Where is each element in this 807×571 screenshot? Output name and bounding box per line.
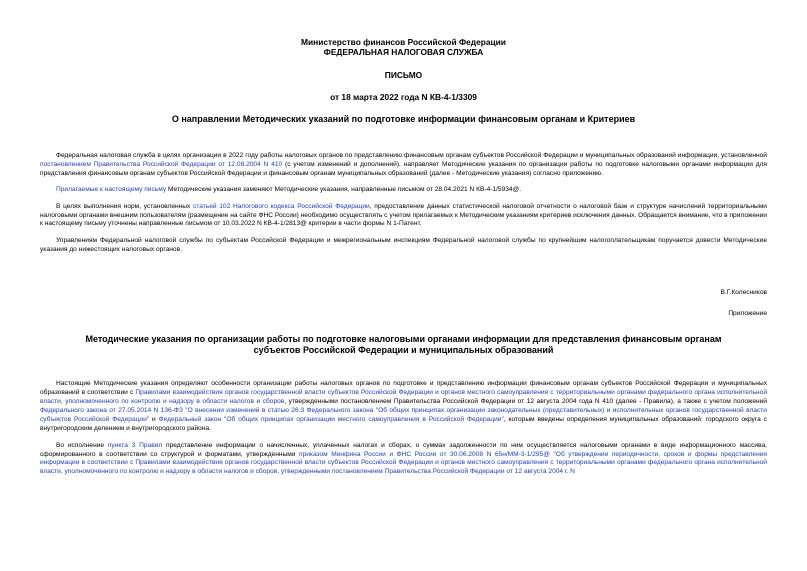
link-resolution-410[interactable]: постановлением Правительства Российской Федерации от 12.08.2004 N 410 bbox=[40, 160, 283, 168]
text-fragment: , утвержденными постановлением Правительства Российской Федерации от 12 августа 2004 года N 410 (далее - Правила), а также с учетом положений bbox=[284, 397, 767, 405]
text-fragment: Настоящие Методические указания определяют особенности организации работы налоговых органов по подготовке и представлению информации финансовым органам субъектов Российской Федерации и муниципальных образований в соответствии с bbox=[40, 380, 767, 397]
attachment-label: Приложение bbox=[728, 310, 767, 318]
letter-paragraph-4 bbox=[40, 237, 767, 255]
link-order-65n[interactable]: приказом Минфина России и ФНС России от 30.06.2008 N 65н/ММ-3-1/295@ "Об утверждении периодичности, сроков и формы представления информации в соответствии с Правилами взаимодействия органов государственной власти субъектов Российской Федерации и органов местного самоуправления с территориальными органами федерального органа исполнительной власти, уполномоченного по контролю и надзору в области налогов и сборов, утвержденными постановлением Правительства Российской Федерации от 12 августа 2004 г. N bbox=[40, 450, 767, 476]
ministry-name: Министерство финансов Российской Федерации bbox=[301, 37, 506, 47]
document-subject: О направлении Методических указаний по подготовке информации финансовым органам и Критериев bbox=[171, 114, 636, 124]
letter-paragraph-2 bbox=[40, 186, 767, 195]
link-interaction-rules[interactable]: Правилами взаимодействия органов государственной власти субъектов Российской Федерации и органов местного самоуправления с территориальными органами федерального органа исполнительной власти, уполномоченного по контролю и надзору в области налогов и сборов bbox=[40, 389, 768, 405]
text-fragment: , которым введены определения муниципальных образований: городского округа с внутригородским делением и внутригородского района. bbox=[40, 415, 767, 432]
text-fragment: (с учетом изменений и дополнений), направляет Методические указания по организации работы по подготовке налоговыми органами информации для представления финансовым органам субъектов Российской Федерации и финансовым органам муниципальных образований (далее - Методические указания) согласно приложению. bbox=[40, 160, 767, 177]
text-fragment: Во исполнение bbox=[56, 441, 108, 449]
document-type: ПИСЬМО bbox=[384, 70, 423, 80]
appendix-paragraph-2 bbox=[40, 442, 767, 478]
text-fragment: В целях выполнения норм, установленных bbox=[56, 202, 194, 210]
link-federal-law-136[interactable]: Федерального закона от 27.05.2014 N 136-ФЗ "О внесении изменений в статью 26.3 Федерального закона "Об общих принципах организации законодательных (представительных) и исполнительных органов государственной власти субъектов Российской Федерации" bbox=[40, 406, 767, 423]
link-attached-guidelines[interactable]: Прилагаемые к настоящему письму bbox=[56, 185, 167, 193]
text-fragment: , предоставление данных статистической налоговой отчетности о налоговой базе и структуре начислений территориальными налоговыми органами внешним пользователям (размещение на сайте ФНС России) необходимо осуществлять с учетом прилагаемых к Методическим указаниям критериев исключения данных. Обращается внимание, что в приложении к настоящему письму уточнены направленные письмом от 10.03.2022 N КВ-4-1/2813@ критерии в части формы N 1-Патент. bbox=[40, 202, 767, 228]
text-fragment: и bbox=[149, 415, 159, 423]
letter-paragraph-1 bbox=[40, 152, 767, 179]
text-fragment: Управлениям Федеральной налоговой службы по субъектам Российской Федерации и межрегиональным инспекциям Федеральной налоговой службы по крупнейшим налогоплательщикам поручается довести Методические указания до нижестоящих налоговых органов. bbox=[40, 237, 767, 254]
letter-paragraph-3 bbox=[40, 203, 767, 230]
link-federal-law-local-government[interactable]: Федеральный закон "Об общих принципах организации местного самоуправления в Российской Федерации" bbox=[158, 415, 504, 423]
service-name: ФЕДЕРАЛЬНАЯ НАЛОГОВАЯ СЛУЖБА bbox=[323, 47, 484, 57]
link-tax-code-article-102[interactable]: статьей 102 Налогового кодекса Российской Федерации bbox=[193, 202, 370, 210]
text-fragment: представление информации о начисленных, уплаченных налогах и сборах, о суммах задолженности по ним осуществляется налоговыми органами в виде информационного массива, сформированного в соответствии со структурой и форматами, утвержденными bbox=[40, 441, 767, 458]
document-date-number: от 18 марта 2022 года N КВ-4-1/3309 bbox=[330, 92, 477, 102]
text-fragment: Федеральная налоговая служба в целях организации в 2022 году работы налоговых органов по представлению финансовым органам субъектов Российской Федерации и муниципальных образований информации, установленной bbox=[56, 152, 767, 159]
appendix-paragraph-1 bbox=[40, 380, 767, 433]
link-rules-item-3[interactable]: пункта 3 Правил bbox=[107, 441, 163, 449]
text-fragment: Методические указания заменяют Методические указания, направленные письмом от 28.04.2021 N КВ-4-1/5934@. bbox=[166, 185, 522, 193]
signature: В.Г.Колесников bbox=[720, 289, 767, 297]
appendix-title: Методические указания по организации работы по подготовке налоговыми органами информации для представления финансовым органам субъектов Российской Федерации и муниципальных образований bbox=[85, 334, 722, 356]
